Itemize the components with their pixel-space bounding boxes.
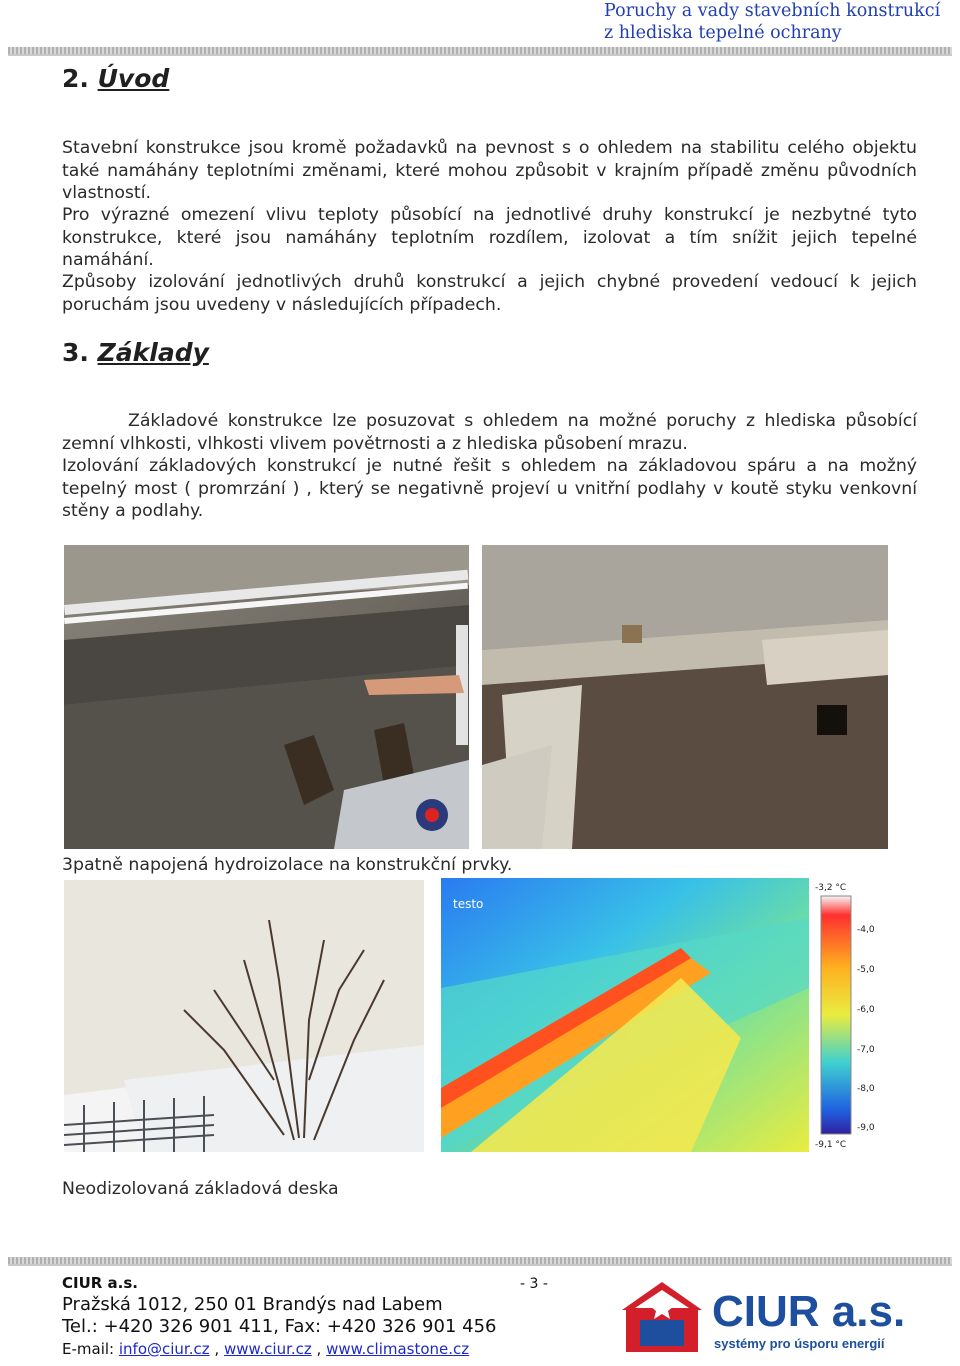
footer-email-link[interactable]: info@ciur.cz — [118, 1340, 210, 1358]
section-2-number: 2. — [62, 64, 89, 93]
footer-separator: , — [316, 1340, 322, 1358]
company-logo — [618, 1280, 956, 1358]
footer-email-label: E-mail: — [62, 1340, 115, 1358]
section-2-heading — [62, 64, 169, 93]
footer-page-number: - 3 - — [520, 1276, 548, 1292]
caption-photos-1: 3patně napojená hydroizolace na konstrukční prvky. — [62, 855, 513, 875]
section-2-title: Úvod — [97, 64, 170, 93]
photo-foundation-pipe — [64, 545, 469, 849]
photo-wall-snow — [64, 880, 424, 1152]
thermo-scale-tick: -4,0 — [857, 925, 875, 935]
thermo-scale-tick: -7,0 — [857, 1045, 875, 1055]
section-2-paragraph-1: Stavební konstrukce jsou kromě požadavků na pevnost s o ohledem na stabilitu celého objektu také namáhány teplotními změnami, které mohou způsobit v krajním případě změnu původních vlastností. — [62, 138, 917, 204]
logo-tagline: systémy pro úsporu energií — [714, 1336, 885, 1351]
logo-wordmark: CIUR a.s. — [712, 1287, 906, 1336]
footer-web-link-ciur[interactable]: www.ciur.cz — [223, 1340, 312, 1358]
photo-thermogram — [441, 878, 890, 1152]
section-2-paragraph-3: Způsoby izolování jednotlivých druhů konstrukcí a jejich chybné provedení vedoucí k jejich poruchám jsou uvedeny v následujících případech. — [62, 272, 917, 315]
thermo-scale-tick: -5,0 — [857, 965, 875, 975]
footer-address: Pražská 1012, 250 01 Brandýs nad Labem — [62, 1294, 443, 1315]
footer-web-link-climastone[interactable]: www.climastone.cz — [326, 1340, 470, 1358]
thermo-max: -3,2 °C — [815, 883, 847, 893]
thermo-scale-tick: -8,0 — [857, 1084, 875, 1094]
section-3-heading — [62, 338, 209, 367]
section-3-number: 3. — [62, 338, 89, 367]
thermo-scale-tick: -6,0 — [857, 1005, 875, 1015]
caption-photos-2: Neodizolovaná základová deska — [62, 1179, 339, 1199]
footer-separator: , — [214, 1340, 220, 1358]
footer-phone: Tel.: +420 326 901 411, Fax: +420 326 901 456 — [62, 1316, 497, 1337]
footer-contacts — [62, 1340, 469, 1358]
thermo-scale-tick: -9,0 — [857, 1123, 875, 1133]
thermo-min: -9,1 °C — [815, 1140, 847, 1150]
photo-foundation-joint — [482, 545, 888, 849]
section-3-paragraph-1: Základové konstrukce lze posuzovat s ohledem na možné poruchy z hlediska působící zemní vlhkosti, vlhkosti vlivem povětrnosti a z hlediska působení mrazu. — [62, 411, 917, 454]
footer-company: CIUR a.s. — [62, 1274, 138, 1292]
header-line-2: z hlediska tepelné ochrany — [604, 23, 842, 43]
header-line-1: Poruchy a vady stavebních konstrukcí — [604, 1, 941, 21]
header-rule — [8, 47, 952, 54]
section-2-paragraph-2: Pro výrazné omezení vlivu teploty působící na jednotlivé druhy konstrukcí je nezbytné tyto konstrukce, které jsou namáhány teplotním rozdílem, izolovat a tím snížit jejich tepelné namáhání. — [62, 205, 917, 271]
section-3-title: Základy — [97, 338, 209, 367]
thermo-logo: testo — [453, 897, 484, 911]
section-3-paragraph-2: Izolování základových konstrukcí je nutné řešit s ohledem na základovou spáru a na možný tepelný most ( promrzání ) , který se negativně projeví u vnitřní podlahy v koutě styku venkovní stěny a podlahy. — [62, 456, 917, 522]
running-header — [604, 0, 956, 44]
footer-rule — [8, 1257, 952, 1264]
